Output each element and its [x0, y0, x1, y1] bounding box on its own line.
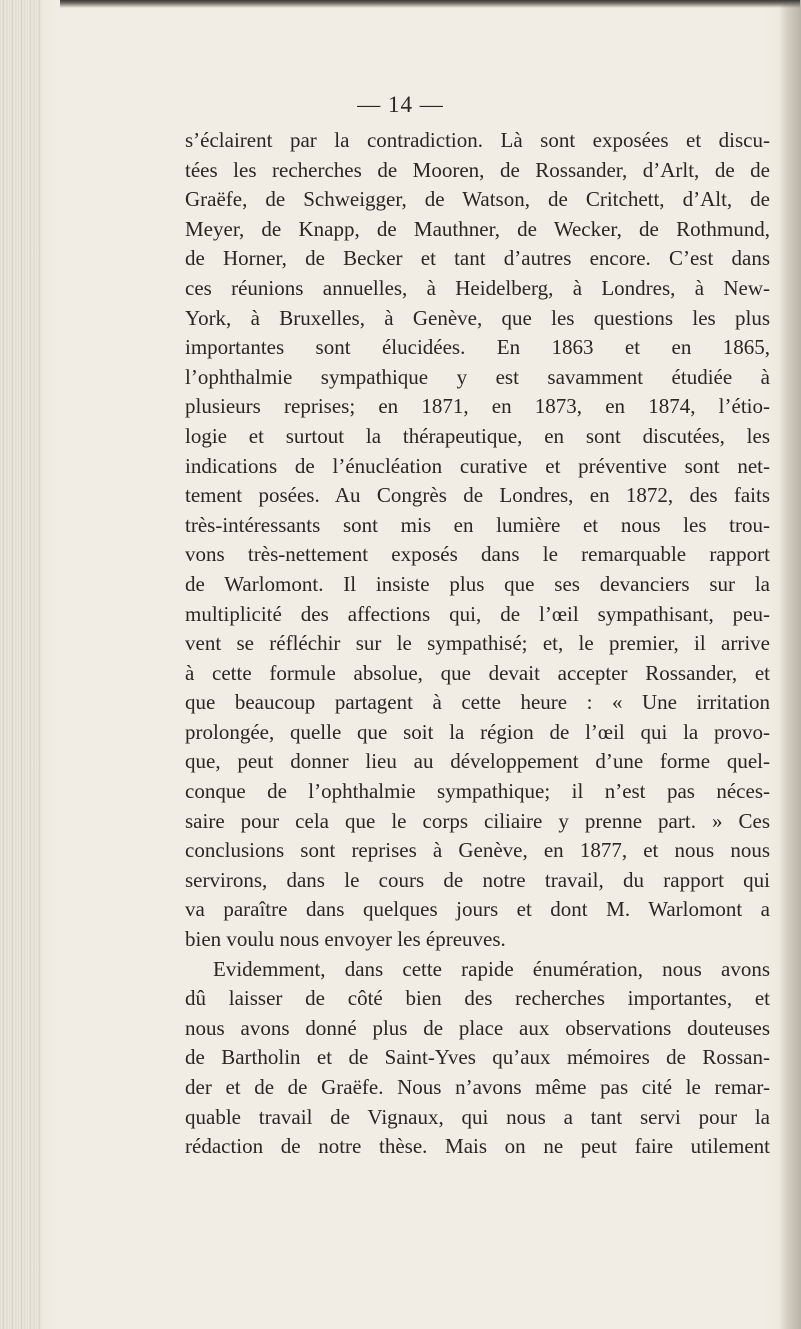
page-number: — 14 —	[357, 92, 444, 117]
text-line: vent se réfléchir sur le sympathisé; et, le premier, il arrive	[185, 631, 770, 656]
text-line: tées les recherches de Mooren, de Rossander, d’Arlt, de de	[185, 157, 770, 182]
text-line: conque de l’ophthalmie sympathique; il n’est pas néces-	[185, 779, 770, 804]
page-right-edge-shadow	[779, 0, 801, 1329]
text-line: plusieurs reprises; en 1871, en 1873, en 1874, l’étio-	[185, 394, 770, 419]
text-line: va paraître dans quelques jours et dont M. Warlomont a	[185, 897, 770, 922]
text-line: bien voulu nous envoyer les épreuves.	[185, 927, 506, 952]
text-line: Meyer, de Knapp, de Mauthner, de Wecker, de Rothmund,	[185, 216, 770, 241]
text-line: York, à Bruxelles, à Genève, que les questions les plus	[185, 305, 770, 330]
text-line: rédaction de notre thèse. Mais on ne peut faire utilement	[185, 1134, 770, 1159]
body-text	[185, 126, 770, 1162]
text-line: prolongée, quelle que soit la région de l’œil qui la provo-	[185, 719, 770, 744]
text-line: tement posées. Au Congrès de Londres, en 1872, des faits	[185, 483, 770, 508]
text-line: multiplicité des affections qui, de l’œil sympathisant, peu-	[185, 601, 770, 626]
text-line: de Horner, de Becker et tant d’autres encore. C’est dans	[185, 246, 770, 271]
text-line: nous avons donné plus de place aux observations douteuses	[185, 1015, 770, 1040]
text-line: logie et surtout la thérapeutique, en sont discutées, les	[185, 423, 770, 448]
text-line: ces réunions annuelles, à Heidelberg, à Londres, à New-	[185, 275, 770, 300]
text-line: s’éclairent par la contradiction. Là sont exposées et discu-	[185, 128, 770, 152]
text-line: à cette formule absolue, que devait accepter Rossander, et	[185, 660, 770, 685]
text-line: conclusions sont reprises à Genève, en 1877, et nous nous	[185, 838, 770, 863]
text-line: quable travail de Vignaux, qui nous a tant servi pour la	[185, 1104, 770, 1129]
text-line: que beaucoup partagent à cette heure : « Une irritation	[185, 690, 770, 715]
text-line: de Bartholin et de Saint-Yves qu’aux mémoires de Rossan-	[185, 1045, 770, 1070]
text-line: importantes sont élucidées. En 1863 et en 1865,	[185, 335, 770, 360]
text-line: que, peut donner lieu au développement d’une forme quel-	[185, 749, 770, 774]
text-line: indications de l’énucléation curative et préventive sont net-	[185, 453, 770, 478]
text-line: dû laisser de côté bien des recherches importantes, et	[185, 986, 770, 1011]
text-line: de Warlomont. Il insiste plus que ses devanciers sur la	[185, 571, 770, 596]
text-line: servirons, dans le cours de notre travail, du rapport qui	[185, 867, 770, 892]
page-binding-edge	[0, 0, 42, 1329]
top-edge-shadow	[60, 0, 800, 8]
text-line: Evidemment, dans cette rapide énumération, nous avons	[213, 956, 770, 981]
text-line: vons très-nettement exposés dans le remarquable rapport	[185, 542, 770, 567]
text-line: Graëfe, de Schweigger, de Watson, de Critchett, d’Alt, de	[185, 187, 770, 212]
text-line: der et de de Graëfe. Nous n’avons même pas cité le remar-	[185, 1075, 770, 1099]
text-line: très-intéressants sont mis en lumière et nous les trou-	[185, 512, 770, 537]
text-line: l’ophthalmie sympathique y est savamment étudiée à	[185, 364, 770, 389]
text-line: saire pour cela que le corps ciliaire y prenne part. » Ces	[185, 808, 770, 833]
